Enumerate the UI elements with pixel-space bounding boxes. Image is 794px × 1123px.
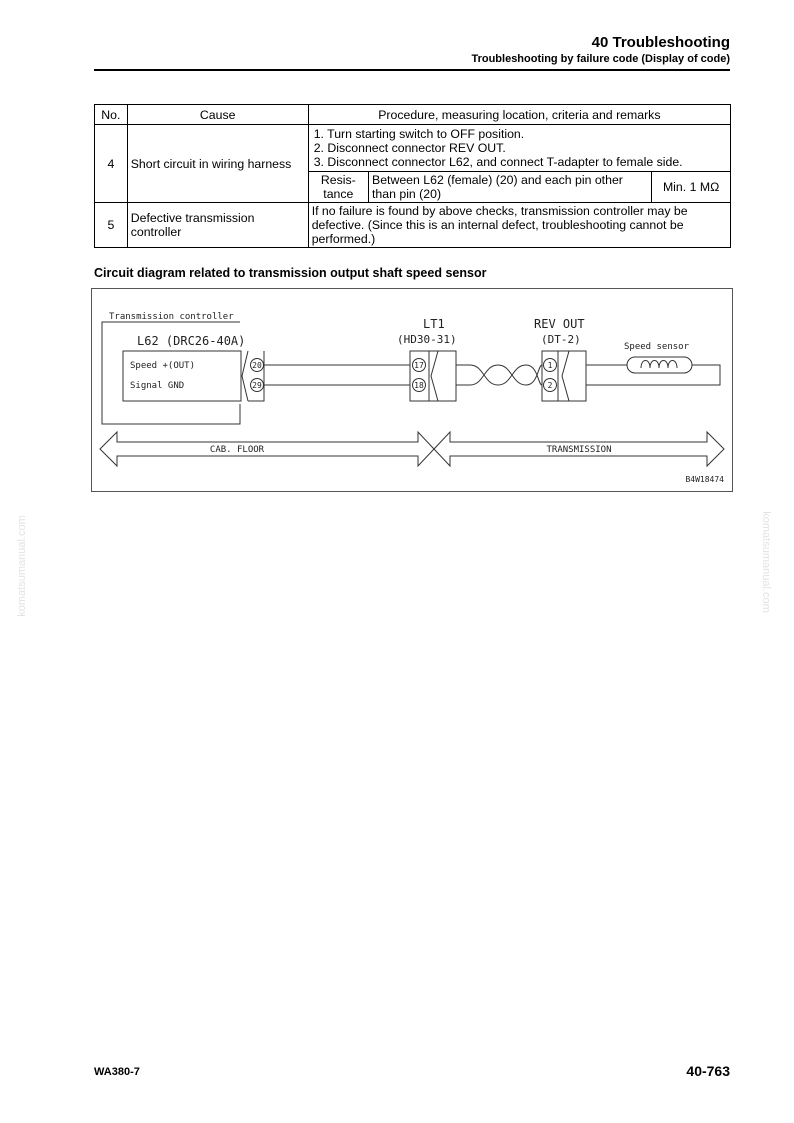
lt1-type-label: (HD30-31) [397,333,457,346]
procedure-step: 1. Turn starting switch to OFF position. [313,127,525,141]
header-procedure: Procedure, measuring location, criteria and remarks [308,105,730,125]
footer-model: WA380-7 [94,1066,140,1078]
rev-out-pin-1-number: 1 [547,361,553,370]
pin-label-gnd: Signal GND [130,381,185,391]
header-cause: Cause [127,105,308,125]
transmission-label: TRANSMISSION [546,445,612,455]
lt1-pin-18-number: 18 [414,381,424,390]
header-rule [94,69,730,71]
table-row [95,125,731,172]
twisted-pair-wire-b [456,365,542,385]
cause-cell: Short circuit in wiring harness [127,125,308,203]
l62-connector-chevron [242,351,248,401]
header-no: No. [95,105,128,125]
procedure-step: 2. Disconnect connector REV OUT. [313,141,506,155]
diagram-title: Circuit diagram related to transmission output shaft speed sensor [94,266,487,280]
section-subheading: Troubleshooting by failure code (Display of code) [471,53,730,65]
lt1-pin-17-number: 17 [414,361,424,370]
rev-out-pin-2-number: 2 [547,381,553,390]
row-number: 5 [95,203,128,248]
pin-label-speed: Speed +(OUT) [130,361,196,371]
cause-cell: Defective transmission controller [127,203,308,248]
procedure-steps [308,125,730,172]
resistance-label [308,172,368,203]
rev-out-chevron [562,351,569,401]
l62-pin-20-number: 20 [252,361,262,370]
cab-floor-label: CAB. FLOOR [209,445,265,455]
measurement-location: Between L62 (female) (20) and each pin other than pin (20) [369,172,652,203]
resistance-label-line: Resis- [320,173,356,187]
controller-label: Transmission controller [109,312,234,322]
lt1-chevron [431,351,438,401]
l62-pin-29-number: 29 [252,381,262,390]
speed-sensor-label: Speed sensor [624,342,690,352]
remark-cell: If no failure is found by above checks, transmission controller may be defective. (Since this is an internal defect, troubleshooting cannot be performed.) [308,203,730,248]
watermark-right: komatsumanual.com [760,511,772,613]
harness-wires [264,365,410,385]
table-header-row [95,105,731,125]
sensor-wires [586,365,720,385]
speed-sensor-coil-icon [641,361,677,369]
twisted-pair-wire-a [456,365,542,385]
rev-out-label: REV OUT [534,317,585,331]
table-row [95,203,731,248]
resistance-label-line: tance [323,187,354,201]
rev-out-type-label: (DT-2) [541,333,581,346]
cab-floor-arrow [100,432,434,466]
row-number: 4 [95,125,128,203]
figure-code: B4W18474 [685,475,724,484]
watermark-left: komatsumanual.com [16,515,28,617]
circuit-diagram-svg [92,289,732,491]
troubleshooting-table [94,104,731,248]
page-number: 40-763 [686,1063,730,1079]
circuit-diagram [91,288,733,492]
procedure-step: 3. Disconnect connector L62, and connect T-adapter to female side. [313,155,683,169]
criteria-value: Min. 1 MΩ [652,172,731,203]
section-heading: 40 Troubleshooting [591,34,730,51]
l62-connector [123,351,241,401]
lt1-label: LT1 [423,317,445,331]
l62-connector-label: L62 (DRC26-40A) [137,334,246,348]
